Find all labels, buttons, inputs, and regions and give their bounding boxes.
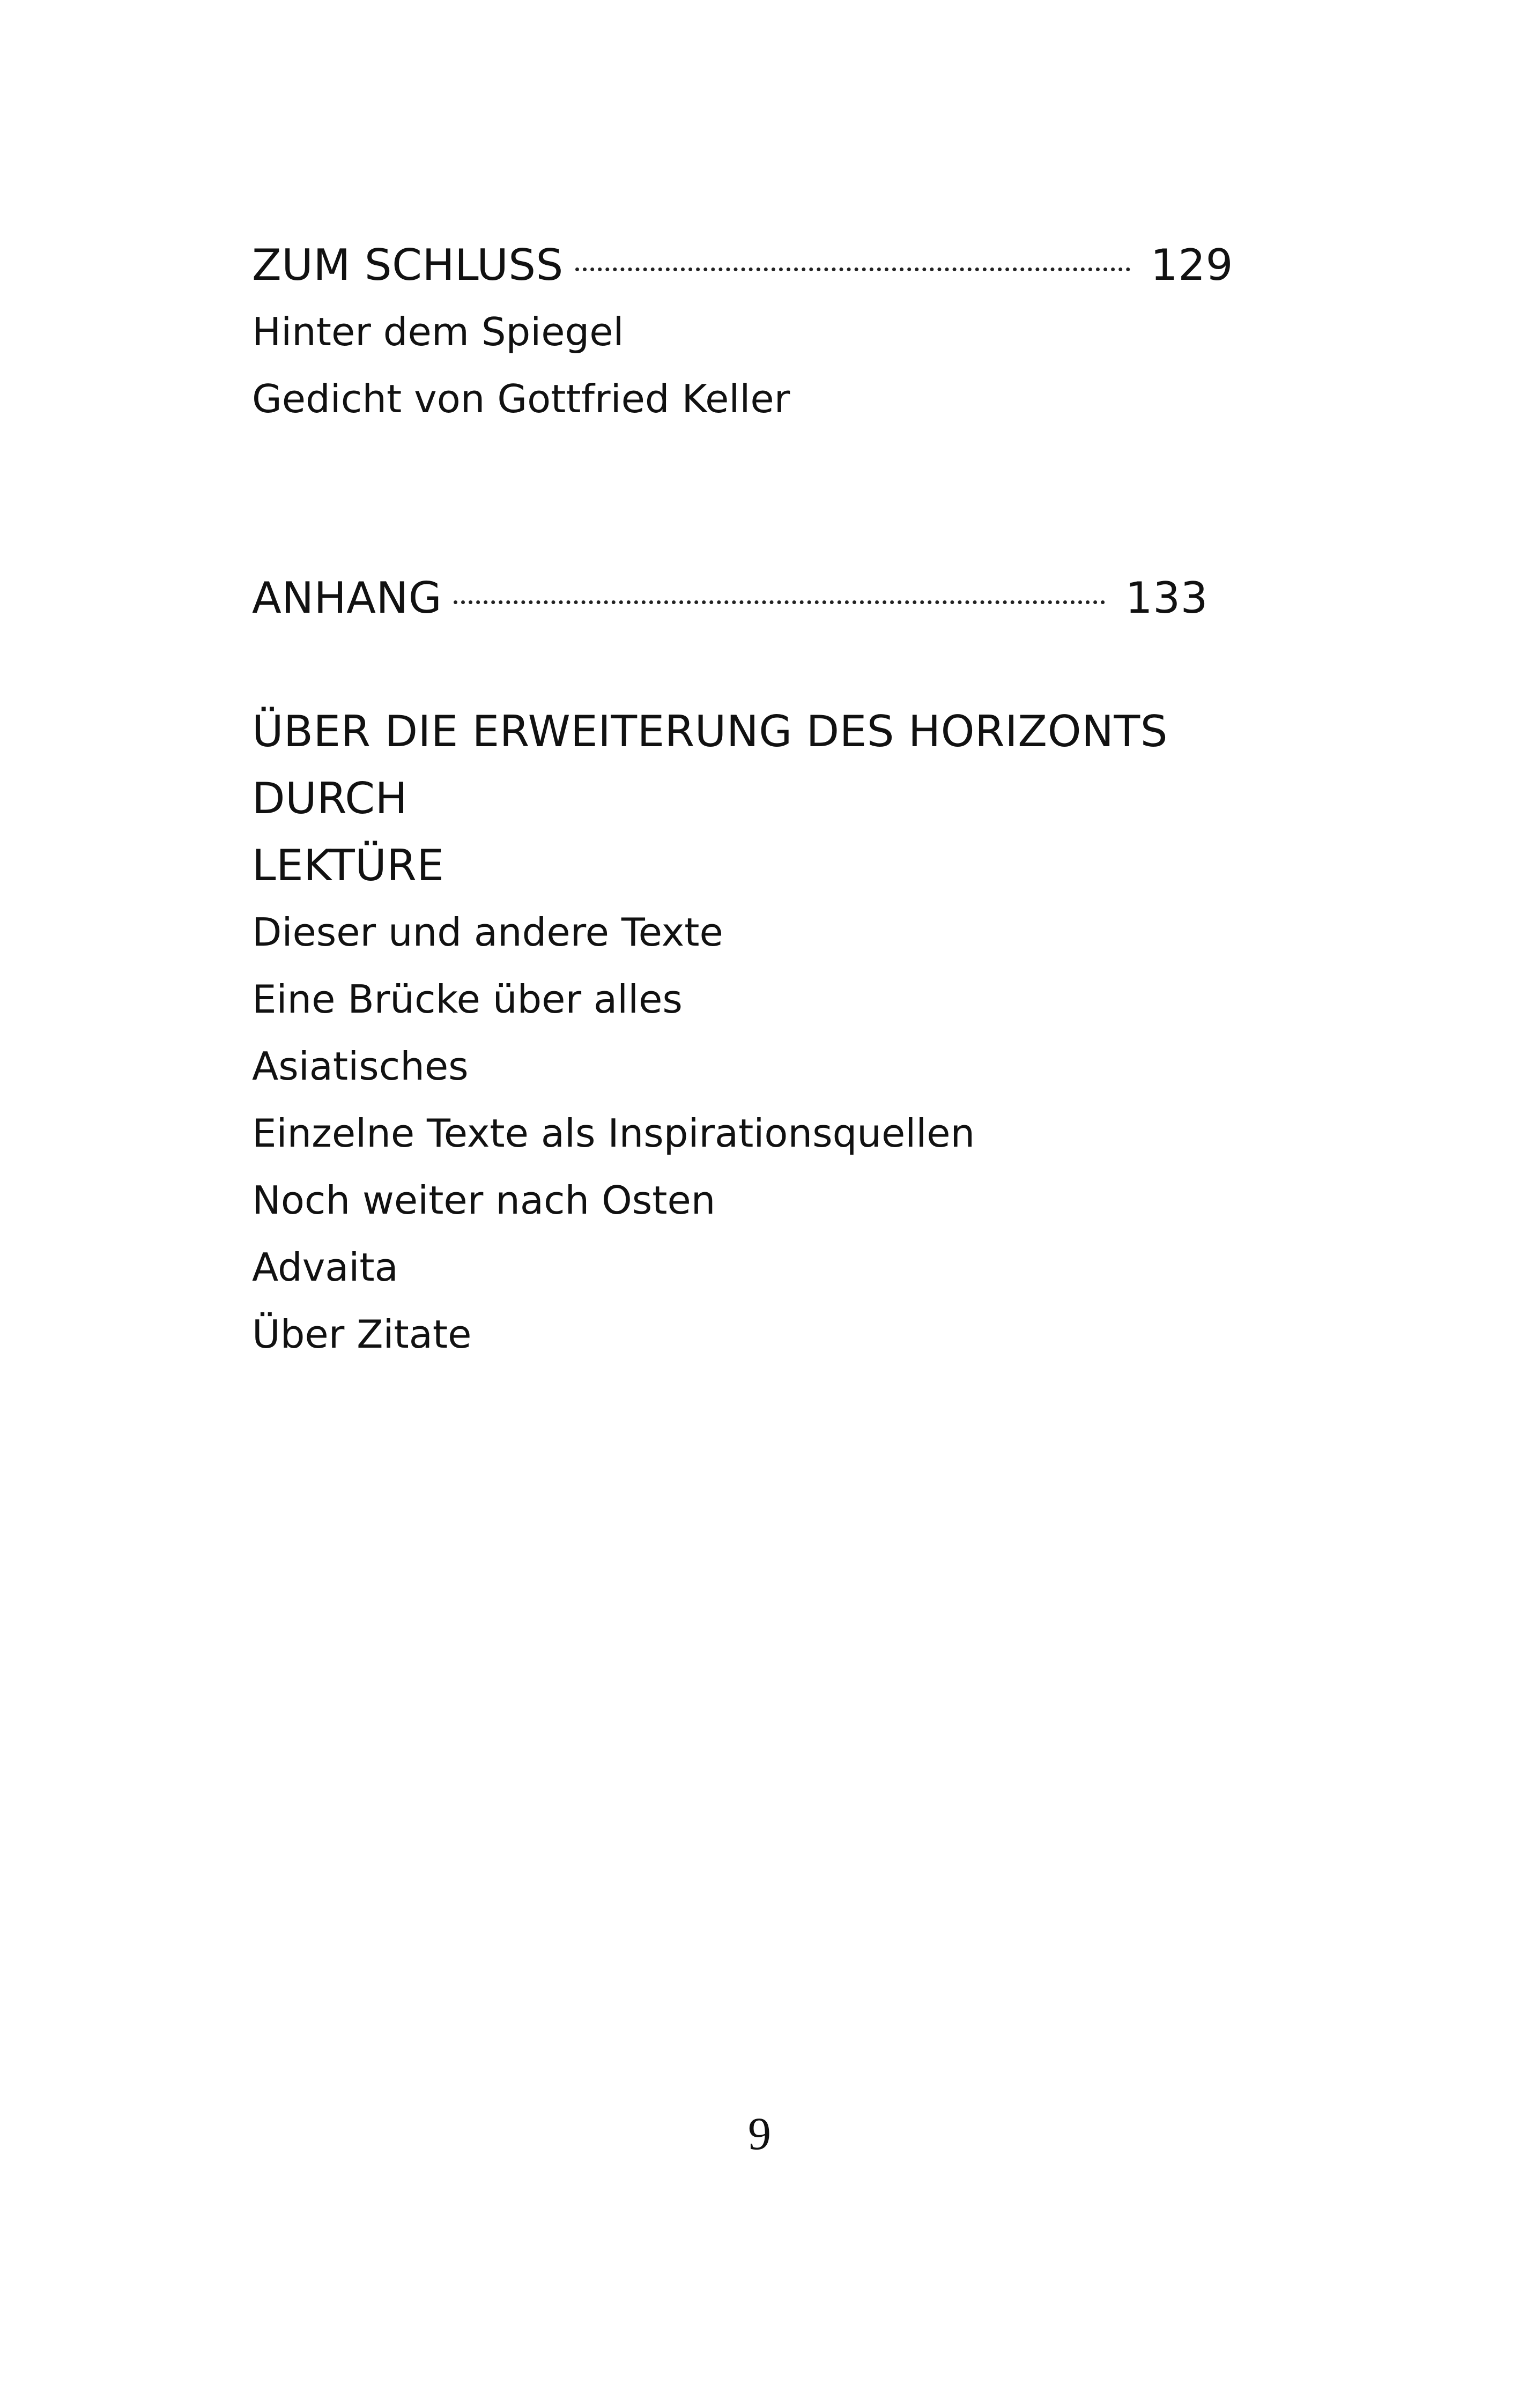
toc-section-lekture bbox=[252, 698, 1303, 1368]
toc-subitem: Über Zitate bbox=[252, 1312, 472, 1357]
toc-subitem: Advaita bbox=[252, 1245, 398, 1290]
toc-subitem: Einzelne Texte als Inspirationsquellen bbox=[252, 1111, 975, 1156]
toc-heading-line: ÜBER DIE ERWEITERUNG DES HORIZONTS DURCH bbox=[252, 707, 1168, 823]
toc-heading: ZUM SCHLUSS bbox=[252, 240, 564, 290]
toc-subitem: Noch weiter nach Osten bbox=[252, 1178, 716, 1223]
page-number: 9 bbox=[748, 2108, 771, 2159]
toc-section-zum-schluss bbox=[252, 232, 1233, 433]
dot-leader bbox=[454, 600, 1105, 604]
toc-subitem: Asiatisches bbox=[252, 1044, 469, 1089]
toc-heading-line: LEKTÜRE bbox=[252, 841, 444, 890]
toc-heading: ANHANG bbox=[252, 573, 442, 623]
toc-subitem: Gedicht von Gottfried Keller bbox=[252, 376, 790, 421]
toc-page-number: 133 bbox=[1125, 573, 1208, 623]
toc-entry-zum-schluss bbox=[252, 232, 1233, 299]
dot-leader bbox=[575, 267, 1130, 271]
toc-subitem: Hinter dem Spiegel bbox=[252, 309, 624, 354]
toc-subitem: Dieser und andere Texte bbox=[252, 910, 723, 955]
toc-page-number: 129 bbox=[1150, 240, 1233, 290]
toc-subitem: Eine Brücke über alles bbox=[252, 977, 683, 1022]
toc-section-anhang bbox=[252, 564, 1208, 631]
toc-entry-anhang bbox=[252, 564, 1208, 631]
